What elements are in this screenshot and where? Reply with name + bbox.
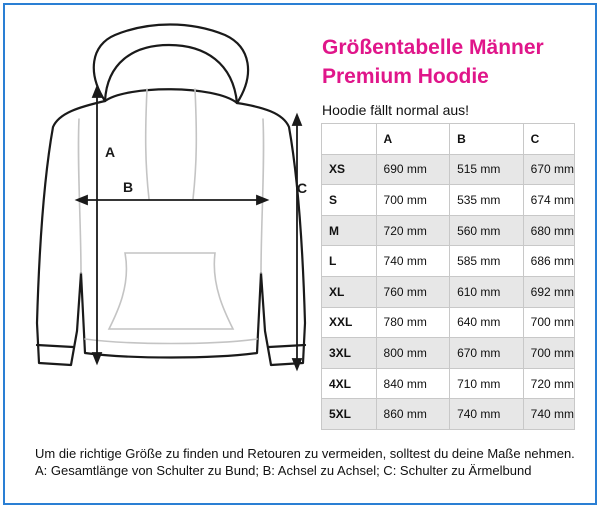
size-cell: XS bbox=[322, 154, 377, 185]
table-header-cell: A bbox=[376, 124, 450, 155]
value-c-cell: 680 mm bbox=[523, 215, 574, 246]
right-cuff bbox=[269, 345, 305, 347]
fit-note: Hoodie fällt normal aus! bbox=[322, 102, 470, 118]
title-line-2: Premium Hoodie bbox=[322, 65, 489, 88]
arrow-c-head-bottom bbox=[293, 359, 301, 369]
size-cell: XXL bbox=[322, 307, 377, 338]
table-header-row bbox=[322, 124, 575, 155]
arrow-a-head-bottom bbox=[93, 353, 101, 363]
value-c-cell: 692 mm bbox=[523, 276, 574, 307]
table-row bbox=[322, 338, 575, 369]
value-a-cell: 840 mm bbox=[376, 368, 450, 399]
arrow-b-head-left bbox=[77, 196, 87, 204]
hoodie-body-outline bbox=[37, 101, 308, 365]
table-row bbox=[322, 368, 575, 399]
table-header-cell bbox=[322, 124, 377, 155]
label-c: C bbox=[297, 180, 308, 196]
value-b-cell: 710 mm bbox=[450, 368, 524, 399]
value-b-cell: 585 mm bbox=[450, 246, 524, 277]
size-chart-frame bbox=[3, 3, 597, 505]
value-b-cell: 535 mm bbox=[450, 185, 524, 216]
value-a-cell: 700 mm bbox=[376, 185, 450, 216]
value-c-cell: 686 mm bbox=[523, 246, 574, 277]
arrow-b-head-right bbox=[257, 196, 267, 204]
table-row bbox=[322, 276, 575, 307]
size-cell: L bbox=[322, 246, 377, 277]
left-cuff bbox=[37, 345, 73, 347]
value-b-cell: 515 mm bbox=[450, 154, 524, 185]
value-a-cell: 740 mm bbox=[376, 246, 450, 277]
value-c-cell: 670 mm bbox=[523, 154, 574, 185]
label-a: A bbox=[105, 144, 116, 160]
right-drawstring bbox=[193, 89, 196, 199]
table-row bbox=[322, 246, 575, 277]
kangaroo-pocket bbox=[109, 253, 233, 329]
size-cell: S bbox=[322, 185, 377, 216]
value-a-cell: 760 mm bbox=[376, 276, 450, 307]
value-b-cell: 560 mm bbox=[450, 215, 524, 246]
size-cell: 4XL bbox=[322, 368, 377, 399]
value-a-cell: 860 mm bbox=[376, 399, 450, 430]
value-c-cell: 740 mm bbox=[523, 399, 574, 430]
value-b-cell: 740 mm bbox=[450, 399, 524, 430]
value-a-cell: 780 mm bbox=[376, 307, 450, 338]
hoodie-illustration bbox=[19, 23, 319, 393]
size-table bbox=[321, 123, 575, 430]
table-header-cell: C bbox=[523, 124, 574, 155]
value-b-cell: 610 mm bbox=[450, 276, 524, 307]
label-b: B bbox=[123, 179, 134, 195]
arrow-c-head-top bbox=[293, 115, 301, 125]
size-cell: 3XL bbox=[322, 338, 377, 369]
left-sleeve-seam bbox=[78, 119, 81, 273]
table-row bbox=[322, 399, 575, 430]
size-cell: XL bbox=[322, 276, 377, 307]
table-row bbox=[322, 185, 575, 216]
value-b-cell: 670 mm bbox=[450, 338, 524, 369]
right-sleeve-seam bbox=[261, 119, 264, 273]
table-row bbox=[322, 154, 575, 185]
hood-outline bbox=[94, 25, 248, 104]
value-a-cell: 800 mm bbox=[376, 338, 450, 369]
measurement-instructions: Um die richtige Größe zu finden und Retouren zu vermeiden, solltest du deine Maße nehmen. A: Gesamtlänge von Schulter zu Bund; B: Achsel zu Achsel; C: Schulter zu Ärmelbund bbox=[35, 446, 575, 478]
waistband-seam bbox=[85, 339, 257, 344]
size-cell: 5XL bbox=[322, 399, 377, 430]
size-cell: M bbox=[322, 215, 377, 246]
value-b-cell: 640 mm bbox=[450, 307, 524, 338]
arrow-a-head-top bbox=[93, 87, 101, 97]
title-line-1: Größentabelle Männer bbox=[322, 36, 544, 59]
value-a-cell: 690 mm bbox=[376, 154, 450, 185]
hood-opening bbox=[105, 45, 237, 103]
value-c-cell: 700 mm bbox=[523, 338, 574, 369]
page-title bbox=[322, 33, 544, 91]
table-row bbox=[322, 307, 575, 338]
left-drawstring bbox=[146, 89, 149, 199]
value-c-cell: 674 mm bbox=[523, 185, 574, 216]
table-header-cell: B bbox=[450, 124, 524, 155]
value-c-cell: 700 mm bbox=[523, 307, 574, 338]
table-row bbox=[322, 215, 575, 246]
value-a-cell: 720 mm bbox=[376, 215, 450, 246]
value-c-cell: 720 mm bbox=[523, 368, 574, 399]
